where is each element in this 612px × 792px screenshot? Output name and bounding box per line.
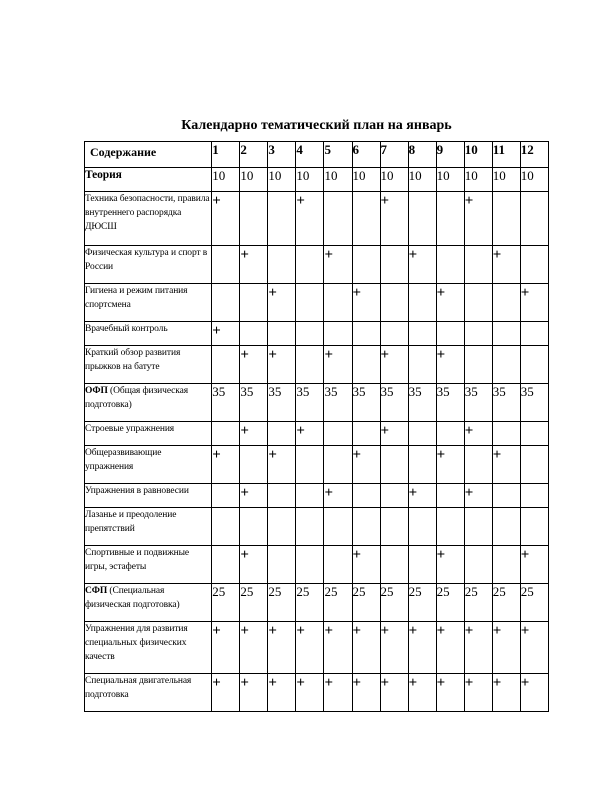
plus-mark: + — [324, 484, 352, 508]
row-label-text: Общеразвивающие упражнения — [85, 448, 162, 472]
row-label-text: (Общая физическая подготовка) — [85, 386, 189, 410]
day-value — [520, 508, 548, 546]
day-value: 35 — [240, 384, 268, 422]
header-day: 6 — [352, 142, 380, 168]
day-value — [296, 322, 324, 346]
day-value: 25 — [408, 584, 436, 622]
day-value — [380, 508, 408, 546]
row-label — [85, 546, 212, 584]
day-value — [268, 484, 296, 508]
row-label-text: Техника безопасности, правила внутреннего распорядка ДЮСШ — [85, 194, 210, 232]
header-day: 7 — [380, 142, 408, 168]
table-row — [85, 346, 549, 384]
day-value: 35 — [324, 384, 352, 422]
day-value — [240, 192, 268, 246]
day-value: 35 — [380, 384, 408, 422]
plus-mark: + — [352, 284, 380, 322]
day-value — [408, 192, 436, 246]
plus-mark: + — [492, 622, 520, 674]
row-label-text: Строевые упражнения — [85, 424, 175, 434]
day-value: 35 — [436, 384, 464, 422]
plus-mark: + — [492, 446, 520, 484]
day-value — [296, 284, 324, 322]
day-value: 25 — [212, 584, 240, 622]
plus-mark: + — [380, 622, 408, 674]
row-label-text: Специальная двигательная подготовка — [85, 676, 192, 700]
plus-mark: + — [464, 192, 492, 246]
day-value — [436, 484, 464, 508]
header-day: 8 — [408, 142, 436, 168]
plus-mark: + — [240, 246, 268, 284]
row-label — [85, 284, 212, 322]
day-value — [464, 508, 492, 546]
day-value — [268, 246, 296, 284]
table-row — [85, 168, 549, 192]
plus-mark: + — [436, 346, 464, 384]
row-label — [85, 446, 212, 484]
day-value — [240, 322, 268, 346]
row-label-text: Упражнения для развития специальных физических качеств — [85, 624, 188, 662]
day-value: 10 — [268, 168, 296, 192]
day-value — [436, 422, 464, 446]
plus-mark: + — [380, 346, 408, 384]
day-value — [352, 508, 380, 546]
row-label-text: (Специальная физическая подготовка) — [85, 586, 180, 610]
day-value — [492, 546, 520, 584]
plus-mark: + — [212, 674, 240, 712]
day-value — [380, 246, 408, 284]
row-label-text: Спортивные и подвижные игры, эстафеты — [85, 548, 190, 572]
header-row — [85, 142, 549, 168]
day-value — [352, 484, 380, 508]
day-value: 35 — [352, 384, 380, 422]
day-value — [464, 322, 492, 346]
day-value — [324, 508, 352, 546]
row-label — [85, 346, 212, 384]
day-value: 25 — [464, 584, 492, 622]
header-content-label: Содержание — [85, 142, 212, 168]
row-label — [85, 584, 212, 622]
plus-mark: + — [296, 674, 324, 712]
plus-mark: + — [408, 674, 436, 712]
plus-mark: + — [464, 622, 492, 674]
day-value — [464, 446, 492, 484]
table-row — [85, 508, 549, 546]
day-value — [464, 284, 492, 322]
table-row — [85, 384, 549, 422]
plus-mark: + — [520, 546, 548, 584]
day-value — [380, 446, 408, 484]
day-value — [324, 422, 352, 446]
day-value — [380, 546, 408, 584]
plus-mark: + — [408, 246, 436, 284]
plus-mark: + — [296, 192, 324, 246]
plus-mark: + — [240, 346, 268, 384]
day-value: 10 — [408, 168, 436, 192]
row-label-text: Краткий обзор развития прыжков на батуте — [85, 348, 181, 372]
day-value — [212, 284, 240, 322]
row-label — [85, 168, 212, 192]
plus-mark: + — [380, 422, 408, 446]
table-row — [85, 546, 549, 584]
calendar-plan-table — [84, 141, 549, 712]
row-label — [85, 322, 212, 346]
row-label-text: Упражнения в равновесии — [85, 486, 189, 496]
day-value: 35 — [296, 384, 324, 422]
plus-mark: + — [436, 546, 464, 584]
header-day: 10 — [464, 142, 492, 168]
day-value — [492, 484, 520, 508]
day-value: 10 — [464, 168, 492, 192]
day-value — [212, 246, 240, 284]
table-row — [85, 584, 549, 622]
day-value — [408, 422, 436, 446]
day-value — [352, 346, 380, 384]
day-value — [212, 484, 240, 508]
plus-mark: + — [324, 246, 352, 284]
row-label — [85, 622, 212, 674]
day-value — [492, 192, 520, 246]
plus-mark: + — [324, 674, 352, 712]
plus-mark: + — [268, 622, 296, 674]
table-row — [85, 674, 549, 712]
day-value: 25 — [436, 584, 464, 622]
day-value — [324, 192, 352, 246]
row-label-text: Физическая культура и спорт в России — [85, 248, 208, 272]
day-value: 25 — [240, 584, 268, 622]
day-value: 10 — [296, 168, 324, 192]
plus-mark: + — [464, 674, 492, 712]
plus-mark: + — [212, 322, 240, 346]
day-value — [408, 508, 436, 546]
row-label — [85, 484, 212, 508]
header-day: 9 — [436, 142, 464, 168]
day-value: 10 — [380, 168, 408, 192]
table-row — [85, 484, 549, 508]
day-value — [436, 192, 464, 246]
header-day: 5 — [324, 142, 352, 168]
plus-mark: + — [408, 484, 436, 508]
day-value — [520, 446, 548, 484]
row-label — [85, 192, 212, 246]
day-value — [324, 446, 352, 484]
day-value — [268, 322, 296, 346]
day-value — [520, 346, 548, 384]
row-label-text: Врачебный контроль — [85, 324, 168, 334]
table-body — [85, 168, 549, 712]
plus-mark: + — [296, 622, 324, 674]
day-value — [520, 322, 548, 346]
plus-mark: + — [436, 284, 464, 322]
day-value: 35 — [492, 384, 520, 422]
day-value: 25 — [352, 584, 380, 622]
day-value — [436, 322, 464, 346]
table-row — [85, 422, 549, 446]
plus-mark: + — [240, 484, 268, 508]
row-label-text: Лазанье и преодоление препятствий — [85, 510, 177, 534]
day-value — [212, 422, 240, 446]
day-value — [520, 422, 548, 446]
day-value — [520, 246, 548, 284]
day-value — [408, 446, 436, 484]
table-row — [85, 446, 549, 484]
day-value — [492, 422, 520, 446]
table-row — [85, 322, 549, 346]
day-value — [324, 322, 352, 346]
plus-mark: + — [520, 622, 548, 674]
day-value — [464, 246, 492, 284]
day-value — [436, 246, 464, 284]
plus-mark: + — [352, 674, 380, 712]
day-value: 25 — [380, 584, 408, 622]
day-value — [324, 284, 352, 322]
plus-mark: + — [464, 422, 492, 446]
day-value — [296, 546, 324, 584]
day-value: 25 — [324, 584, 352, 622]
day-value — [296, 484, 324, 508]
table-row — [85, 622, 549, 674]
plus-mark: + — [436, 622, 464, 674]
plus-mark: + — [296, 422, 324, 446]
day-value — [240, 284, 268, 322]
row-label — [85, 384, 212, 422]
day-value — [212, 508, 240, 546]
table-row — [85, 246, 549, 284]
day-value: 10 — [212, 168, 240, 192]
plus-mark: + — [268, 674, 296, 712]
row-label — [85, 508, 212, 546]
header-day: 12 — [520, 142, 548, 168]
day-value — [324, 546, 352, 584]
day-value — [296, 446, 324, 484]
plus-mark: + — [436, 674, 464, 712]
day-value: 35 — [408, 384, 436, 422]
day-value — [352, 246, 380, 284]
plus-mark: + — [212, 446, 240, 484]
day-value — [296, 246, 324, 284]
day-value — [268, 192, 296, 246]
day-value — [380, 322, 408, 346]
day-value: 25 — [520, 584, 548, 622]
row-label — [85, 674, 212, 712]
day-value — [240, 508, 268, 546]
row-label — [85, 422, 212, 446]
plus-mark: + — [436, 446, 464, 484]
plus-mark: + — [324, 346, 352, 384]
day-value — [464, 546, 492, 584]
day-value: 10 — [352, 168, 380, 192]
plus-mark: + — [408, 622, 436, 674]
plus-mark: + — [268, 446, 296, 484]
day-value — [268, 546, 296, 584]
day-value — [408, 546, 436, 584]
plus-mark: + — [240, 546, 268, 584]
day-value: 10 — [240, 168, 268, 192]
day-value: 25 — [268, 584, 296, 622]
plus-mark: + — [240, 674, 268, 712]
day-value — [464, 346, 492, 384]
day-value — [212, 346, 240, 384]
day-value: 35 — [212, 384, 240, 422]
day-value — [380, 484, 408, 508]
day-value: 10 — [520, 168, 548, 192]
header-day: 4 — [296, 142, 324, 168]
plus-mark: + — [520, 284, 548, 322]
day-value — [352, 192, 380, 246]
table-row — [85, 284, 549, 322]
plus-mark: + — [380, 674, 408, 712]
row-label-bold: ОФП — [85, 386, 108, 396]
day-value — [408, 284, 436, 322]
row-label — [85, 246, 212, 284]
header-day: 2 — [240, 142, 268, 168]
day-value — [268, 508, 296, 546]
plus-mark: + — [380, 192, 408, 246]
plus-mark: + — [492, 674, 520, 712]
page-title: Календарно тематический план на январь — [181, 118, 452, 133]
day-value — [408, 346, 436, 384]
day-value — [436, 508, 464, 546]
plus-mark: + — [352, 546, 380, 584]
header-day: 11 — [492, 142, 520, 168]
day-value — [520, 484, 548, 508]
plus-mark: + — [352, 622, 380, 674]
row-label-bold: СФП — [85, 586, 108, 596]
plus-mark: + — [492, 246, 520, 284]
day-value — [520, 192, 548, 246]
day-value — [492, 346, 520, 384]
day-value: 35 — [268, 384, 296, 422]
day-value — [492, 508, 520, 546]
day-value: 25 — [296, 584, 324, 622]
day-value: 10 — [324, 168, 352, 192]
plus-mark: + — [324, 622, 352, 674]
day-value — [408, 322, 436, 346]
header-day: 1 — [212, 142, 240, 168]
day-value — [492, 322, 520, 346]
day-value — [352, 422, 380, 446]
plus-mark: + — [464, 484, 492, 508]
plus-mark: + — [268, 284, 296, 322]
day-value — [296, 346, 324, 384]
row-label-bold: Теория — [85, 169, 122, 181]
plus-mark: + — [240, 622, 268, 674]
plus-mark: + — [352, 446, 380, 484]
day-value — [212, 546, 240, 584]
day-value — [492, 284, 520, 322]
day-value: 35 — [464, 384, 492, 422]
day-value — [268, 422, 296, 446]
day-value — [296, 508, 324, 546]
plus-mark: + — [212, 622, 240, 674]
day-value: 35 — [520, 384, 548, 422]
table-row — [85, 192, 549, 246]
day-value: 25 — [492, 584, 520, 622]
header-day: 3 — [268, 142, 296, 168]
day-value — [240, 446, 268, 484]
plus-mark: + — [268, 346, 296, 384]
plus-mark: + — [240, 422, 268, 446]
row-label-text: Гигиена и режим питания спортсмена — [85, 286, 188, 310]
day-value: 10 — [436, 168, 464, 192]
plus-mark: + — [520, 674, 548, 712]
day-value: 10 — [492, 168, 520, 192]
plus-mark: + — [212, 192, 240, 246]
day-value — [380, 284, 408, 322]
day-value — [352, 322, 380, 346]
